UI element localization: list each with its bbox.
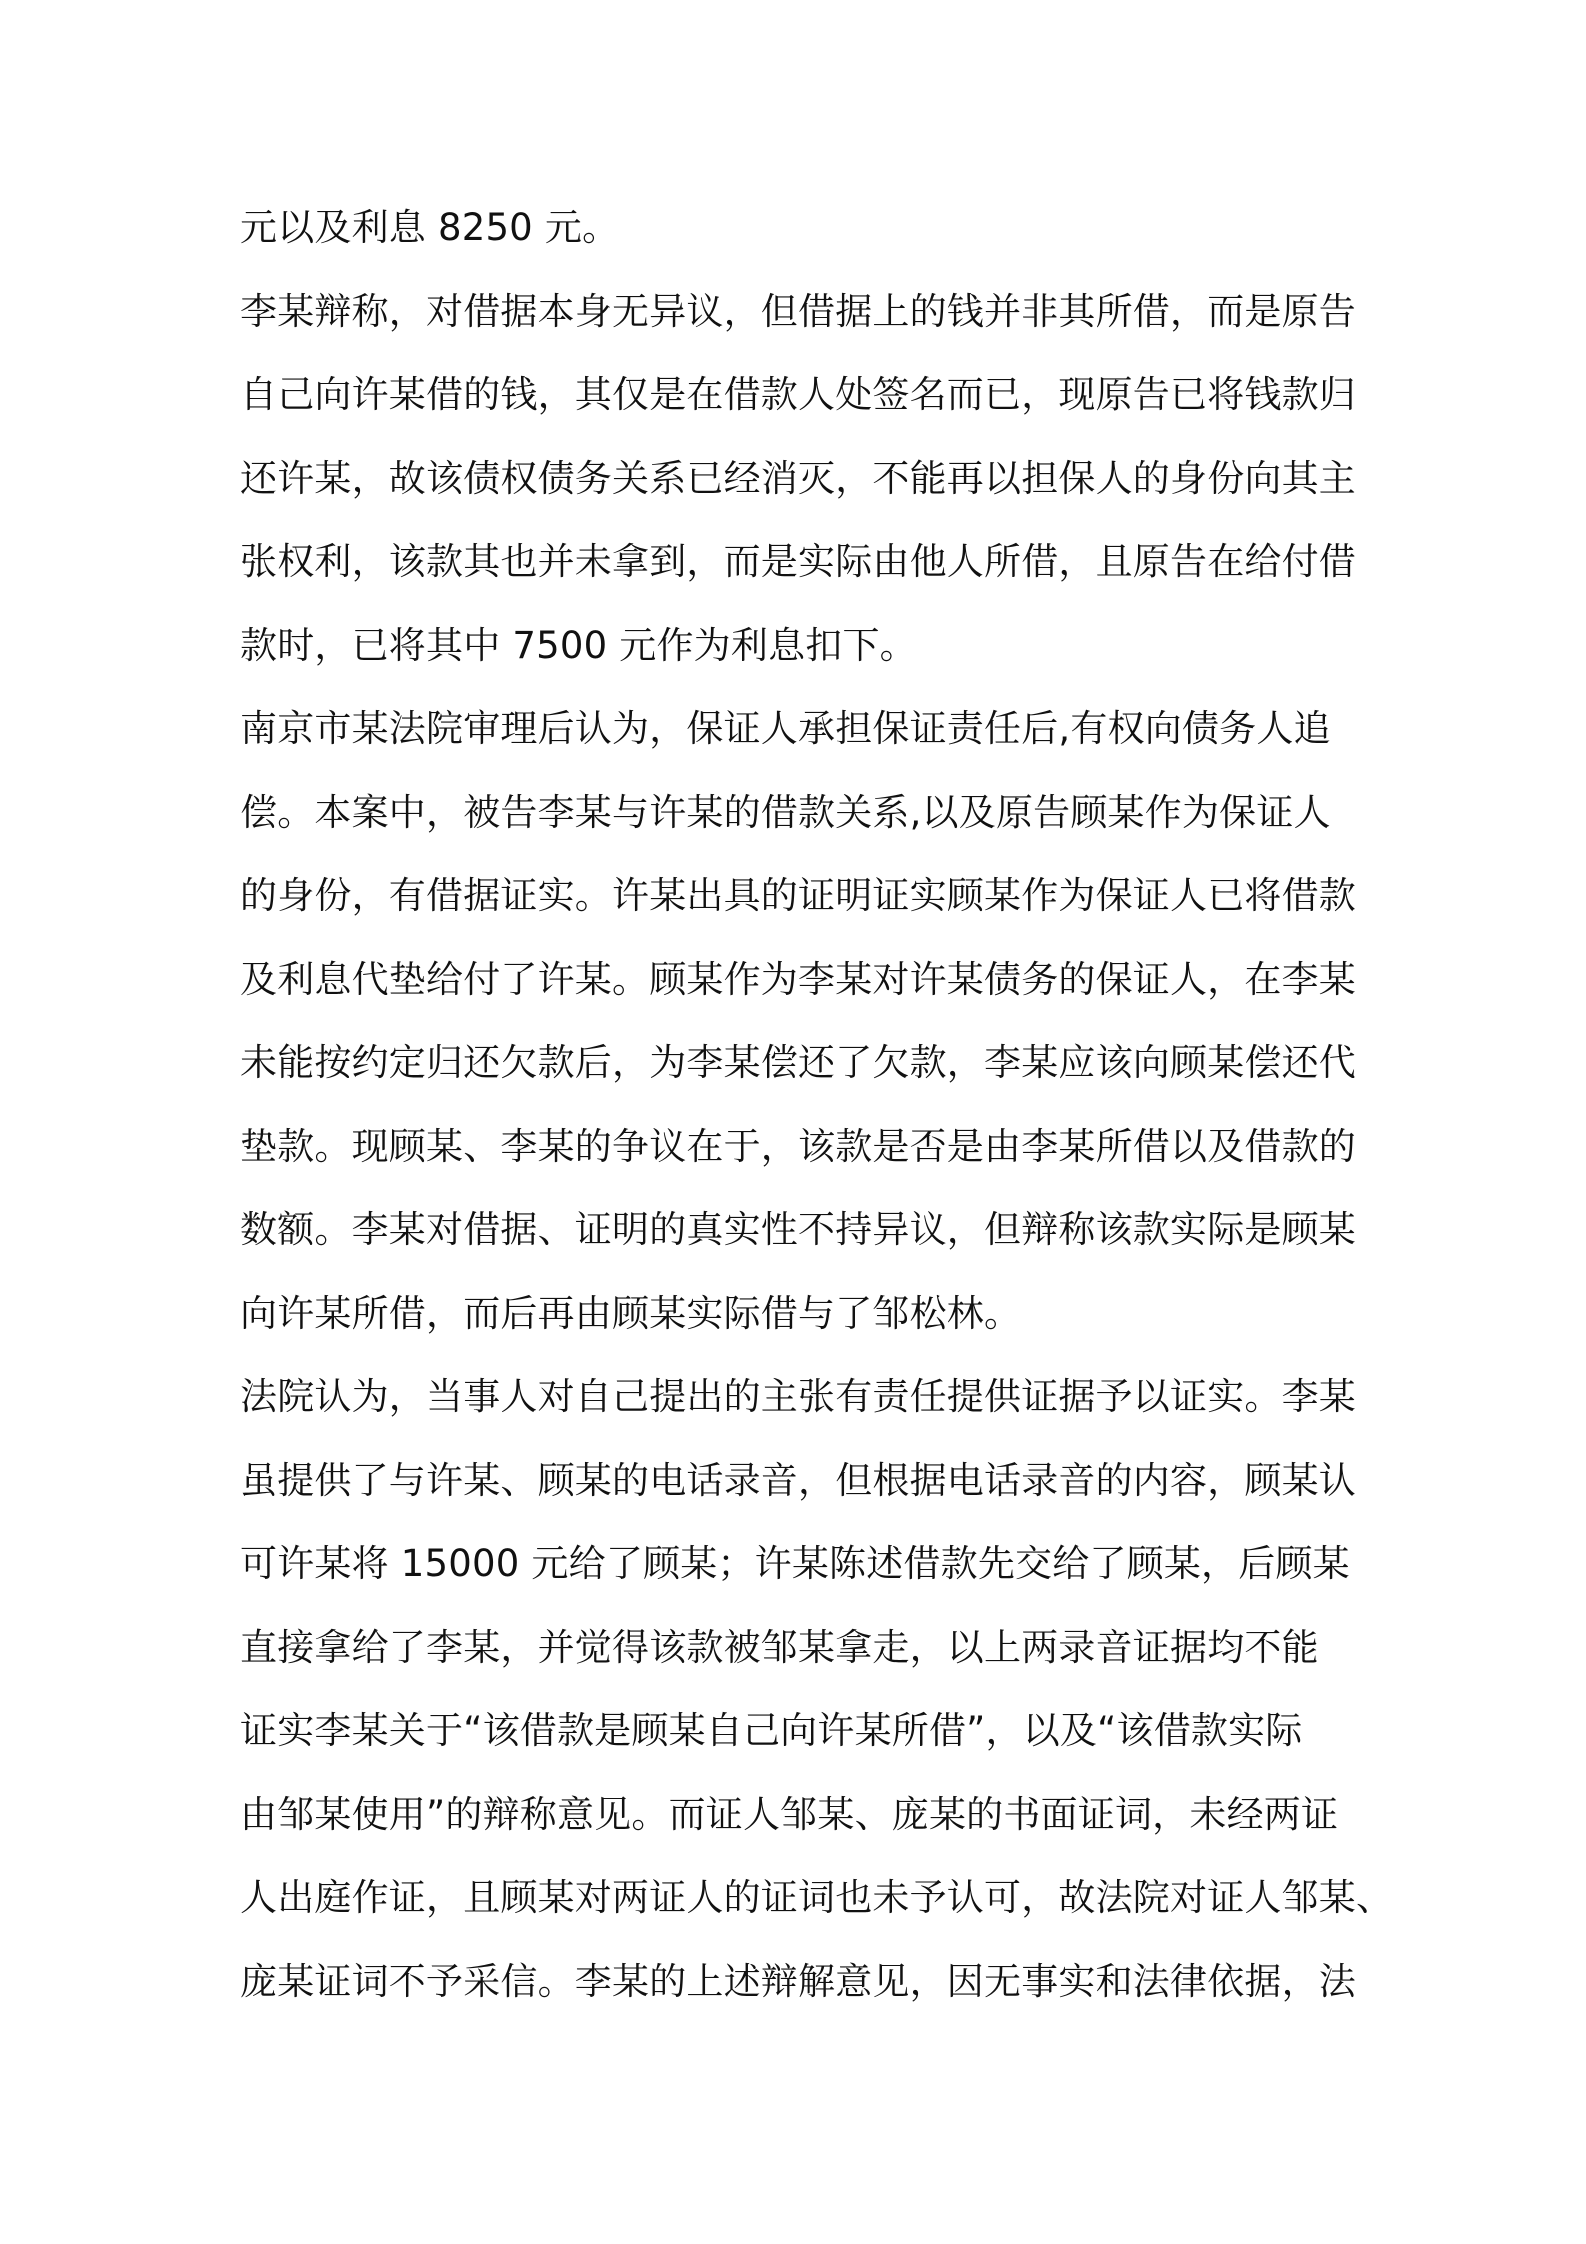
text-line: 南京市某法院审理后认为，保证人承担保证责任后,有权向债务人追 xyxy=(240,707,1331,750)
text-line: 自己向许某借的钱，其仅是在借款人处签名而已，现原告已将钱款归 xyxy=(240,373,1356,416)
text-line: 还许某，故该债权债务关系已经消灭，不能再以担保人的身份向其主 xyxy=(240,456,1356,500)
text-line: 李某辩称，对借据本身无异议，但借据上的钱并非其所借，而是原告 xyxy=(240,289,1356,333)
text-line: 未能按约定归还欠款后，为李某偿还了欠款，李某应该向顾某偿还代 xyxy=(240,1041,1356,1084)
text-line: 偿。本案中，被告李某与许某的借款关系,以及原告顾某作为保证人 xyxy=(240,790,1331,834)
text-line: 证实李某关于“该借款是顾某自己向许某所借”，以及“该借款实际 xyxy=(240,1709,1303,1752)
text-line: 向许某所借，而后再由顾某实际借与了邹松林。 xyxy=(240,1291,1022,1335)
text-line: 数额。李某对借据、证明的真实性不持异议，但辩称该款实际是顾某 xyxy=(240,1208,1356,1251)
text-line: 可许某将 15000 元给了顾某；许某陈述借款先交给了顾某，后顾某 xyxy=(240,1542,1350,1585)
text-line: 垫款。现顾某、李某的争议在于，该款是否是由李某所借以及借款的 xyxy=(240,1124,1356,1168)
text-line: 元以及利息 8250 元。 xyxy=(240,206,620,249)
text-line: 的身份，有借据证实。许某出具的证明证实顾某作为保证人已将借款 xyxy=(240,874,1356,917)
document-body xyxy=(240,186,1394,2023)
text-line: 直接拿给了李某，并觉得该款被邹某拿走，以上两录音证据均不能 xyxy=(240,1625,1319,1669)
text-line: 由邹某使用”的辩称意见。而证人邹某、庞某的书面证词，未经两证 xyxy=(240,1792,1339,1836)
text-line: 庞某证词不予采信。李某的上述辩解意见，因无事实和法律依据，法 xyxy=(240,1959,1356,2003)
text-line: 款时，已将其中 7500 元作为利息扣下。 xyxy=(240,623,917,667)
text-line: 张权利，该款其也并未拿到，而是实际由他人所借，且原告在给付借 xyxy=(240,540,1356,583)
text-line: 及利息代垫给付了许某。顾某作为李某对许某债务的保证人，在李某 xyxy=(240,957,1356,1001)
text-line: 虽提供了与许某、顾某的电话录音，但根据电话录音的内容，顾某认 xyxy=(240,1458,1356,1502)
text-line: 人出庭作证，且顾某对两证人的证词也未予认可，故法院对证人邹某、 xyxy=(240,1876,1394,1919)
text-line: 法院认为，当事人对自己提出的主张有责任提供证据予以证实。李某 xyxy=(240,1375,1356,1418)
